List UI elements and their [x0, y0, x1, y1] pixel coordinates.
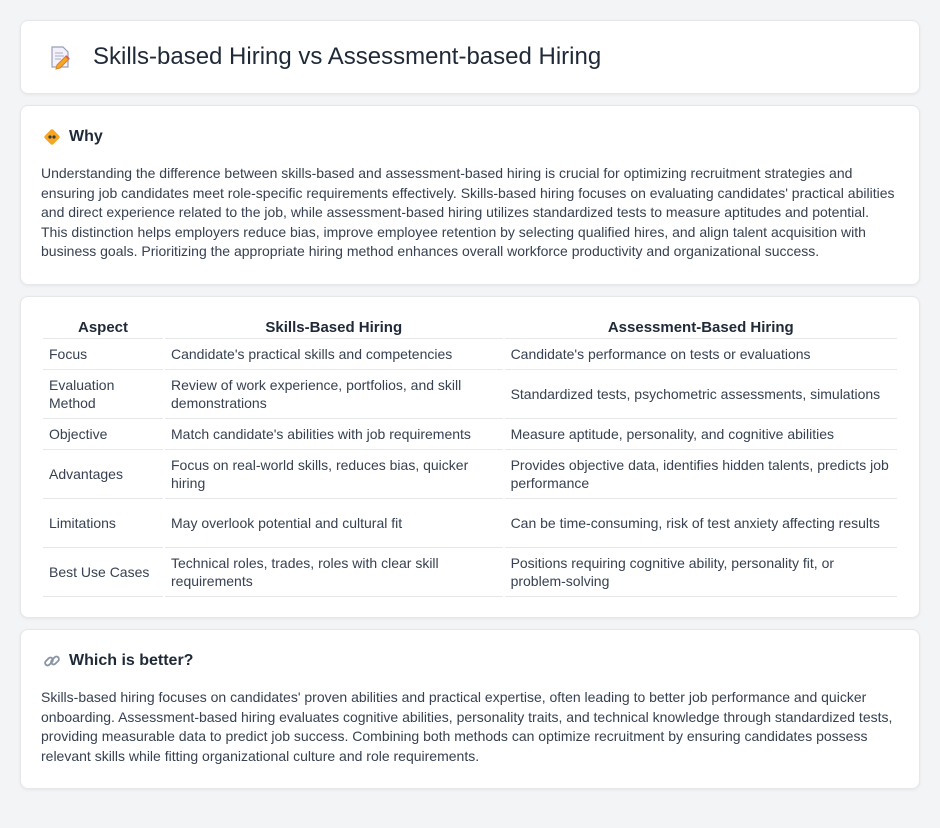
- diamond-sign-icon: [43, 128, 61, 146]
- comparison-table: [41, 315, 899, 597]
- better-text: Skills-based hiring focuses on candidates' proven abilities and practical expertise, often leading to better job performance and quicker onboarding. Assessment-based hiring evaluates cognitive abilities, personality traits, and technical knowledge through standardized tests, providing measurable data to predict job success. Combining both methods can optimize recruitment by ensuring candidates possess relevant skills while fitting organizational culture and role requirements.: [41, 688, 893, 764]
- table-row: [43, 499, 897, 548]
- row-assessment: Positions requiring cognitive ability, personality fit, or problem-solving: [505, 548, 897, 597]
- row-aspect: Limitations: [43, 499, 163, 548]
- row-assessment: Measure aptitude, personality, and cognitive abilities: [505, 419, 897, 450]
- header-skills-based: Skills-Based Hiring: [165, 315, 503, 339]
- row-skills: May overlook potential and cultural fit: [165, 499, 503, 548]
- row-aspect: Objective: [43, 419, 163, 450]
- table-row: [43, 419, 897, 450]
- header-aspect: Aspect: [43, 315, 163, 339]
- row-assessment: Provides objective data, identifies hidden talents, predicts job performance: [505, 450, 897, 499]
- table-header-row: [43, 315, 897, 339]
- comparison-table-card: [20, 296, 920, 618]
- row-skills: Focus on real-world skills, reduces bias, quicker hiring: [165, 450, 503, 499]
- document-pencil-icon: [47, 44, 73, 70]
- header-assessment-based: Assessment-Based Hiring: [505, 315, 897, 339]
- row-assessment: Candidate's performance on tests or evaluations: [505, 339, 897, 370]
- row-aspect: Focus: [43, 339, 163, 370]
- row-aspect: Best Use Cases: [43, 548, 163, 597]
- better-section: [20, 629, 920, 789]
- better-title: Which is better?: [69, 651, 194, 669]
- link-icon: [43, 652, 61, 670]
- title-card: [20, 20, 920, 94]
- table-row: [43, 548, 897, 597]
- row-skills: Match candidate's abilities with job requirements: [165, 419, 503, 450]
- row-skills: Technical roles, trades, roles with clear skill requirements: [165, 548, 503, 597]
- table-row: [43, 450, 897, 499]
- row-skills: Candidate's practical skills and competencies: [165, 339, 503, 370]
- why-text: Understanding the difference between skills-based and assessment-based hiring is crucial for optimizing recruitment strategies and ensuring job candidates meet role-specific requirements effectively. Skills-based hiring focuses on evaluating candidates' practical abilities and direct experience related to the job, while assessment-based hiring utilizes standardized tests to measure aptitudes and potential. This distinction helps employers reduce bias, improve employee retention by selecting qualified hires, and align talent acquisition with business goals. Prioritizing the appropriate hiring method enhances overall workforce productivity and organizational success.: [41, 165, 895, 260]
- table-row: [43, 370, 897, 419]
- row-skills: Review of work experience, portfolios, and skill demonstrations: [165, 370, 503, 419]
- why-title: Why: [69, 128, 103, 145]
- row-assessment: Standardized tests, psychometric assessments, simulations: [505, 370, 897, 419]
- better-header: [41, 652, 899, 670]
- row-aspect: Advantages: [43, 450, 163, 499]
- row-aspect: Evaluation Method: [43, 370, 163, 419]
- row-assessment: Can be time-consuming, risk of test anxiety affecting results: [505, 499, 897, 548]
- table-row: [43, 339, 897, 370]
- page-title: Skills-based Hiring vs Assessment-based Hiring: [93, 43, 602, 70]
- why-header: [41, 128, 899, 146]
- why-section: [20, 105, 920, 285]
